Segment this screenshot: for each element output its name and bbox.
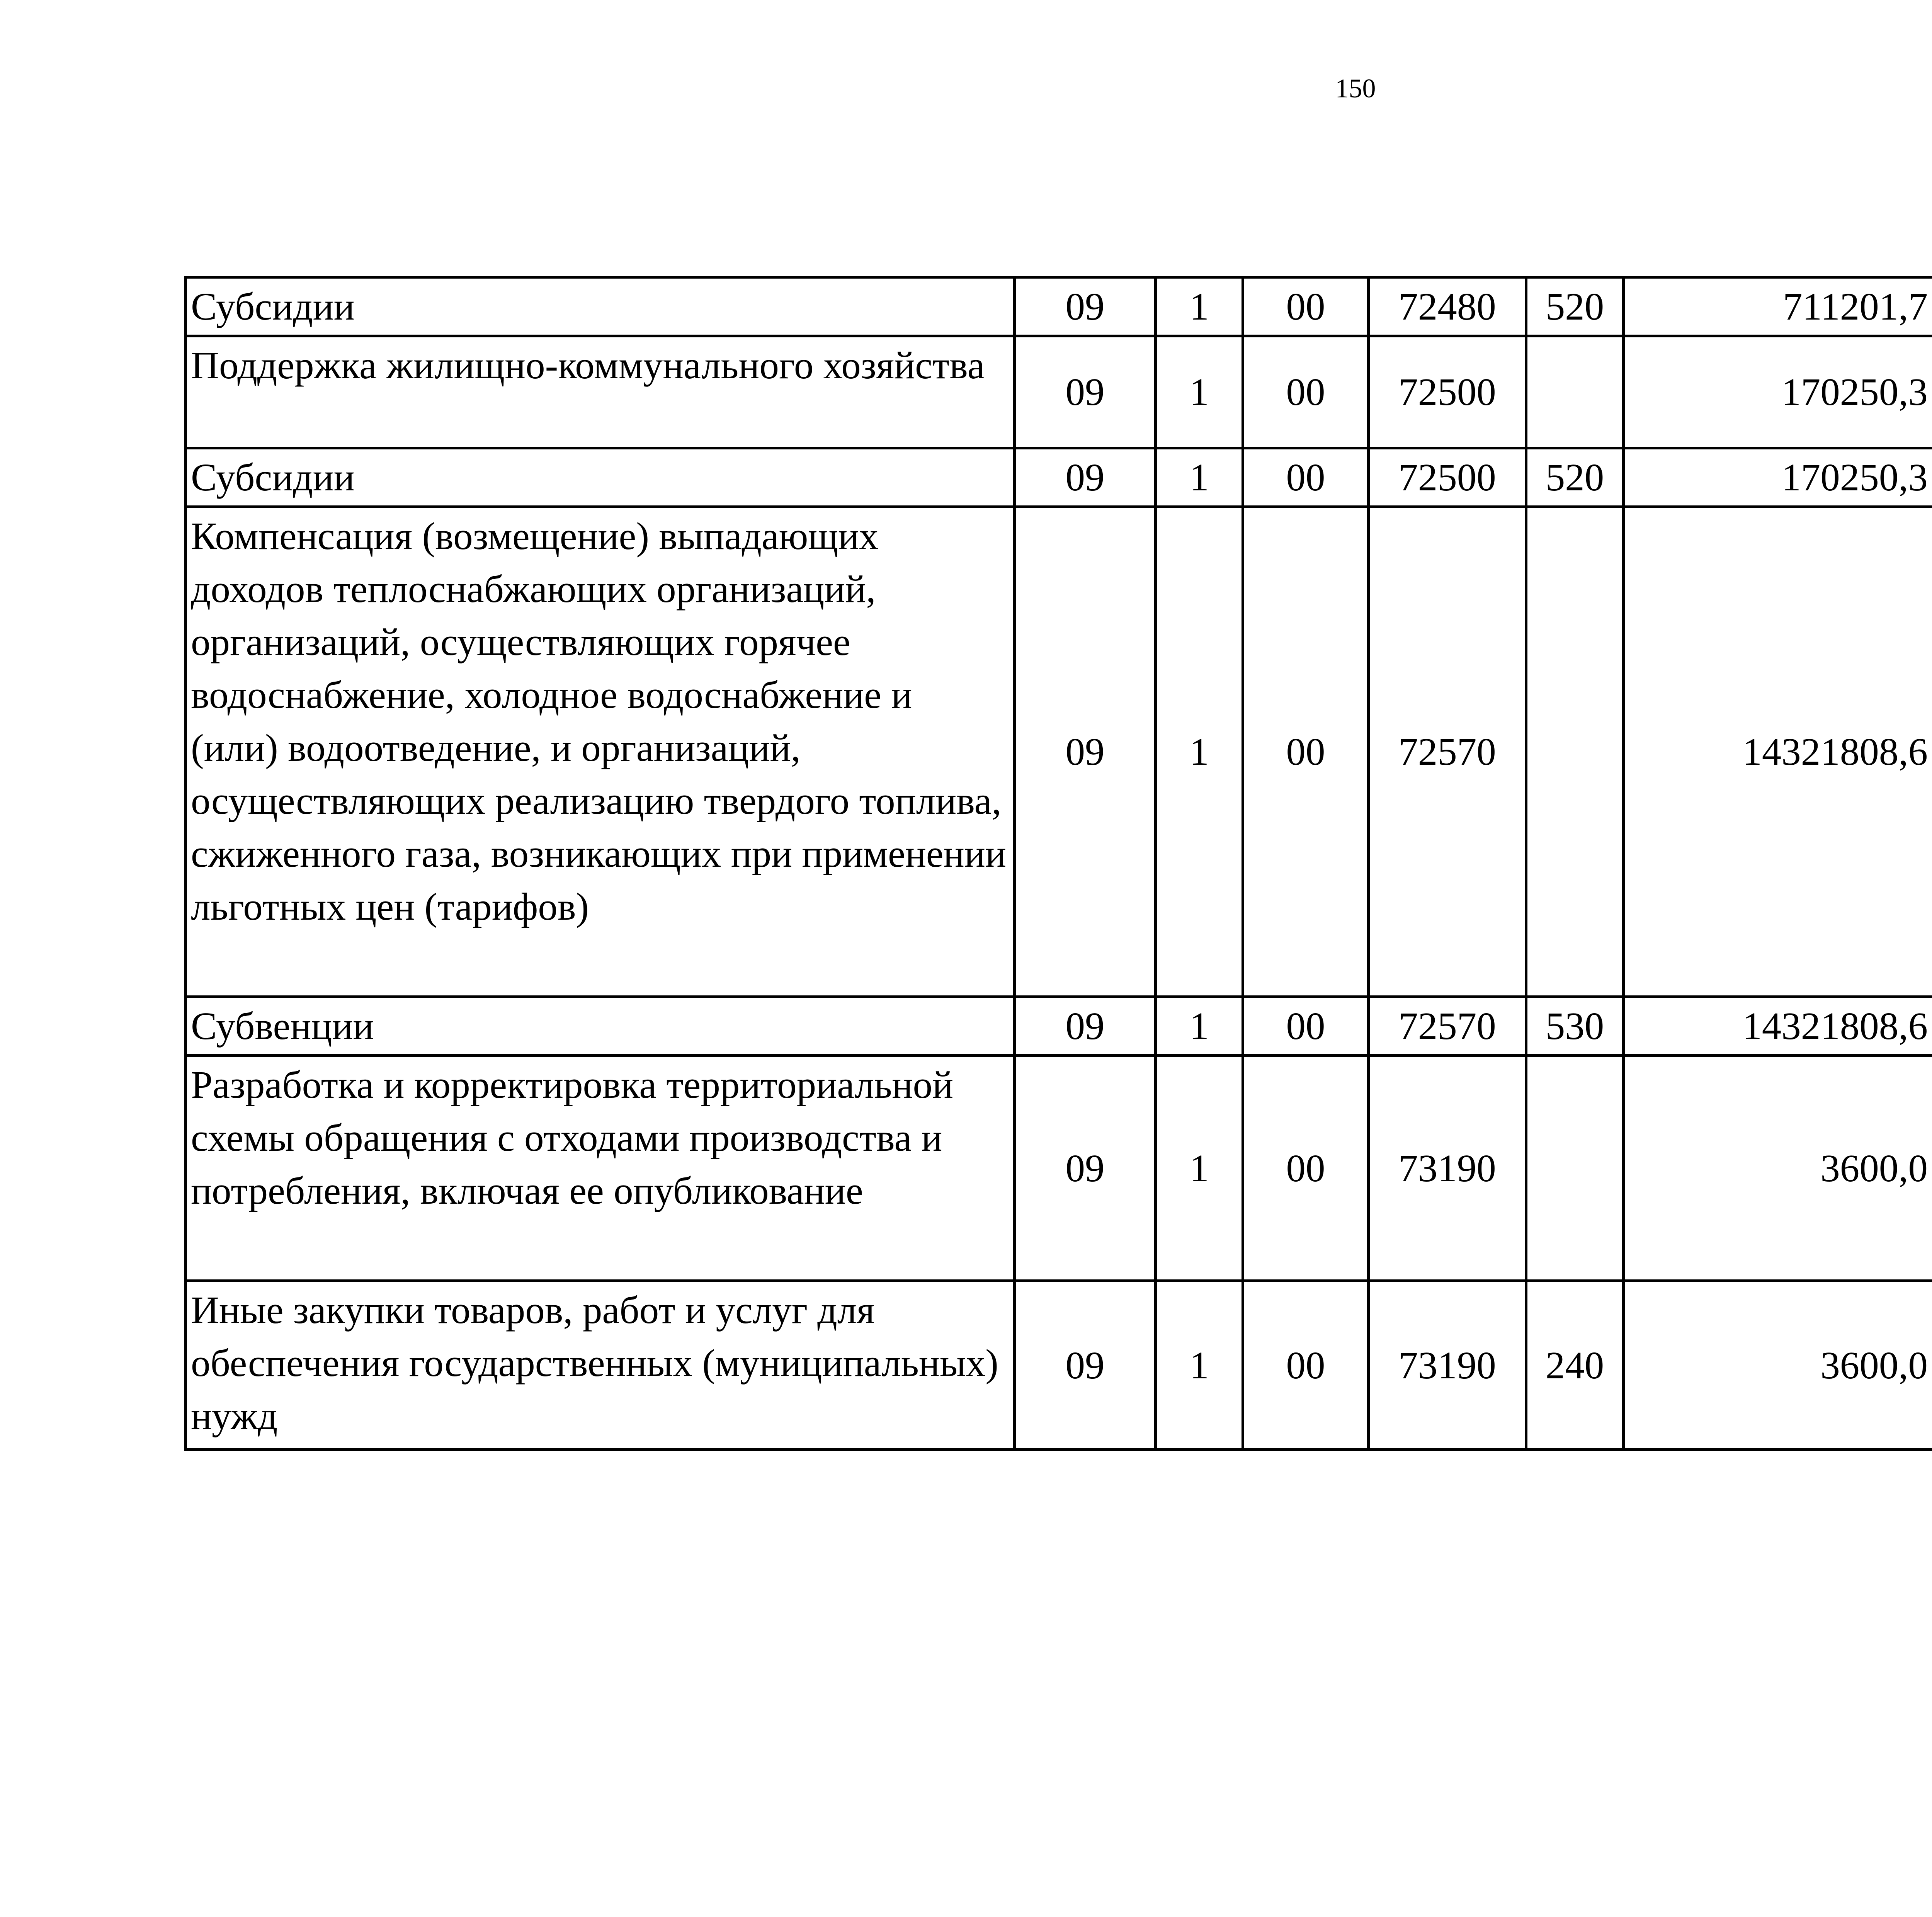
table-row [186, 1281, 1932, 1450]
target-code: 72500 [1369, 336, 1526, 448]
expense-type-code: 530 [1526, 997, 1624, 1056]
expense-type-code [1526, 507, 1624, 997]
program-code: 1 [1156, 1056, 1243, 1281]
section-code: 09 [1015, 336, 1156, 448]
section-code: 09 [1015, 1056, 1156, 1281]
row-name: Субсидии [186, 277, 1015, 336]
row-name: Компенсация (возмещение) выпадающих доходов теплоснабжающих организаций, организаций, осуществляющих горячее водоснабжение, холодное водоснабжение и (или) водоотведение, и организаций, осуществляющих реализацию твердого топлива, сжиженного газа, возникающих при применении льготных цен (тарифов) [186, 507, 1015, 997]
row-name: Разработка и корректировка территориальной схемы обращения с отходами производства и потребления, включая ее опубликование [186, 1056, 1015, 1281]
subprogram-code: 00 [1243, 277, 1369, 336]
row-name: Субвенции [186, 997, 1015, 1056]
table-row [186, 277, 1932, 336]
table-row [186, 507, 1932, 997]
row-name: Иные закупки товаров, работ и услуг для обеспечения государственных (муниципальных) нужд [186, 1281, 1015, 1450]
expense-type-code [1526, 1056, 1624, 1281]
subprogram-code: 00 [1243, 1281, 1369, 1450]
expense-type-code: 240 [1526, 1281, 1624, 1450]
section-code: 09 [1015, 448, 1156, 507]
subprogram-code: 00 [1243, 997, 1369, 1056]
target-code: 72570 [1369, 507, 1526, 997]
expense-type-code [1526, 336, 1624, 448]
amount-1: 170250,3 [1624, 448, 1932, 507]
target-code: 72570 [1369, 997, 1526, 1056]
amount-1: 3600,0 [1624, 1281, 1932, 1450]
section-code: 09 [1015, 997, 1156, 1056]
table-row [186, 448, 1932, 507]
section-code: 09 [1015, 507, 1156, 997]
amount-1: 14321808,6 [1624, 507, 1932, 997]
program-code: 1 [1156, 448, 1243, 507]
section-code: 09 [1015, 1281, 1156, 1450]
program-code: 1 [1156, 507, 1243, 997]
program-code: 1 [1156, 997, 1243, 1056]
target-code: 72500 [1369, 448, 1526, 507]
budget-table [184, 276, 1932, 1451]
table-row [186, 336, 1932, 448]
amount-1: 3600,0 [1624, 1056, 1932, 1281]
program-code: 1 [1156, 277, 1243, 336]
target-code: 73190 [1369, 1056, 1526, 1281]
expense-type-code: 520 [1526, 448, 1624, 507]
expense-type-code: 520 [1526, 277, 1624, 336]
amount-1: 170250,3 [1624, 336, 1932, 448]
program-code: 1 [1156, 1281, 1243, 1450]
subprogram-code: 00 [1243, 1056, 1369, 1281]
section-code: 09 [1015, 277, 1156, 336]
amount-1: 711201,7 [1624, 277, 1932, 336]
page-number: 150 [1335, 74, 1376, 104]
program-code: 1 [1156, 336, 1243, 448]
table-row [186, 997, 1932, 1056]
table-row [186, 1056, 1932, 1281]
row-name: Поддержка жилищно-коммунального хозяйства [186, 336, 1015, 448]
amount-1: 14321808,6 [1624, 997, 1932, 1056]
target-code: 73190 [1369, 1281, 1526, 1450]
subprogram-code: 00 [1243, 336, 1369, 448]
subprogram-code: 00 [1243, 448, 1369, 507]
target-code: 72480 [1369, 277, 1526, 336]
row-name: Субсидии [186, 448, 1015, 507]
subprogram-code: 00 [1243, 507, 1369, 997]
